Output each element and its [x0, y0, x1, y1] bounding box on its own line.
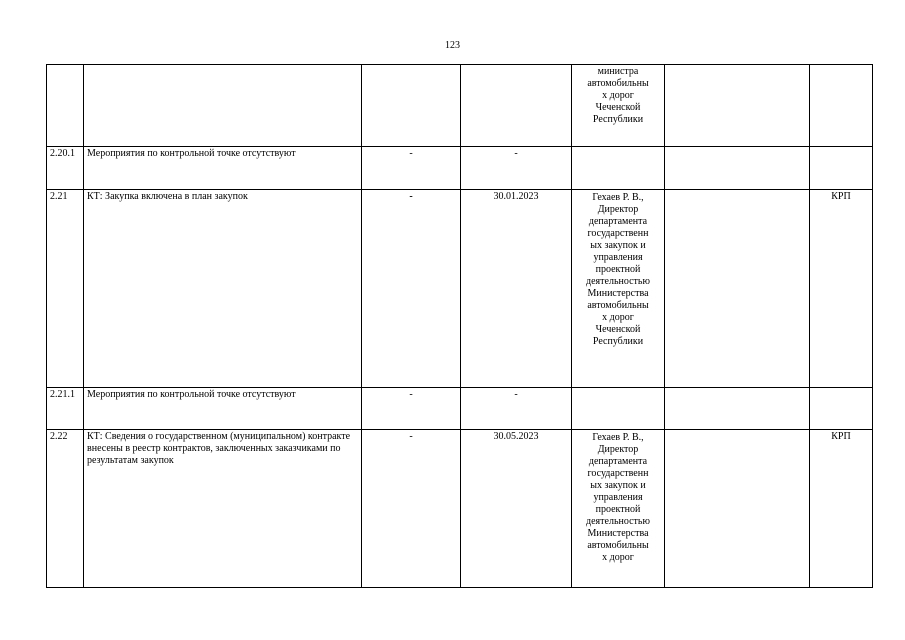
row-end — [461, 65, 572, 147]
row-responsible — [572, 190, 665, 388]
responsible-line: Гехаев Р. В., — [592, 432, 644, 443]
responsible-line: проектной — [595, 264, 641, 275]
row-number: 2.20.1 — [47, 147, 84, 190]
row-responsible — [572, 147, 665, 190]
table-row — [47, 147, 873, 190]
row-end: 30.01.2023 — [461, 190, 572, 388]
responsible-line: автомобильны — [587, 540, 649, 551]
page-number: 123 — [445, 40, 460, 51]
row-document — [665, 190, 810, 388]
responsible-line: государственн — [587, 468, 649, 479]
responsible-line: деятельностью — [586, 276, 650, 287]
table-row — [47, 190, 873, 388]
responsible-line: управления — [593, 252, 643, 263]
responsible-line: Чеченской — [595, 324, 641, 335]
responsible-line: департамента — [588, 456, 648, 467]
row-end: - — [461, 147, 572, 190]
row-end: 30.05.2023 — [461, 430, 572, 588]
row-responsible — [572, 388, 665, 430]
row-type: КРП — [810, 430, 873, 588]
responsible-line: х дорог — [602, 552, 634, 563]
responsible-line: Республики — [592, 114, 644, 125]
row-name: КТ: Закупка включена в план закупок — [84, 190, 362, 388]
table-row — [47, 65, 873, 147]
row-end: - — [461, 388, 572, 430]
row-start: - — [362, 388, 461, 430]
responsible-line: министра — [597, 66, 639, 77]
responsible-line: автомобильны — [587, 300, 649, 311]
responsible-line: автомобильны — [587, 78, 649, 89]
responsible-line: ых закупок и — [590, 240, 646, 251]
row-responsible — [572, 430, 665, 588]
row-number: 2.21.1 — [47, 388, 84, 430]
row-number — [47, 65, 84, 147]
responsible-line: х дорог — [602, 312, 634, 323]
responsible-line: проектной — [595, 504, 641, 515]
row-number: 2.22 — [47, 430, 84, 588]
responsible-line: Министерства — [587, 288, 649, 299]
row-name: Мероприятия по контрольной точке отсутствуют — [84, 388, 362, 430]
responsible-line: х дорог — [602, 90, 634, 101]
row-document — [665, 65, 810, 147]
table-row — [47, 388, 873, 430]
responsible-line: Чеченской — [595, 102, 641, 113]
table-row — [47, 430, 873, 588]
row-type — [810, 388, 873, 430]
responsible-line: Директор — [597, 204, 639, 215]
row-start: - — [362, 190, 461, 388]
row-type — [810, 147, 873, 190]
row-document — [665, 388, 810, 430]
row-type: КРП — [810, 190, 873, 388]
responsible-line: Министерства — [587, 528, 649, 539]
row-name — [84, 65, 362, 147]
responsible-line: ых закупок и — [590, 480, 646, 491]
row-start — [362, 65, 461, 147]
responsible-line: Гехаев Р. В., — [592, 192, 644, 203]
control-points-table — [46, 64, 873, 588]
row-start: - — [362, 430, 461, 588]
responsible-line: государственн — [587, 228, 649, 239]
responsible-line: Директор — [597, 444, 639, 455]
row-name: Мероприятия по контрольной точке отсутствуют — [84, 147, 362, 190]
responsible-line: управления — [593, 492, 643, 503]
responsible-line: Республики — [592, 336, 644, 347]
row-type — [810, 65, 873, 147]
row-document — [665, 147, 810, 190]
row-document — [665, 430, 810, 588]
row-number: 2.21 — [47, 190, 84, 388]
row-start: - — [362, 147, 461, 190]
responsible-line: департамента — [588, 216, 648, 227]
row-responsible — [572, 65, 665, 147]
responsible-line: деятельностью — [586, 516, 650, 527]
row-name: КТ: Сведения о государственном (муниципальном) контракте внесены в реестр контрактов, заключенных заказчиками по результатам закупок — [84, 430, 362, 588]
